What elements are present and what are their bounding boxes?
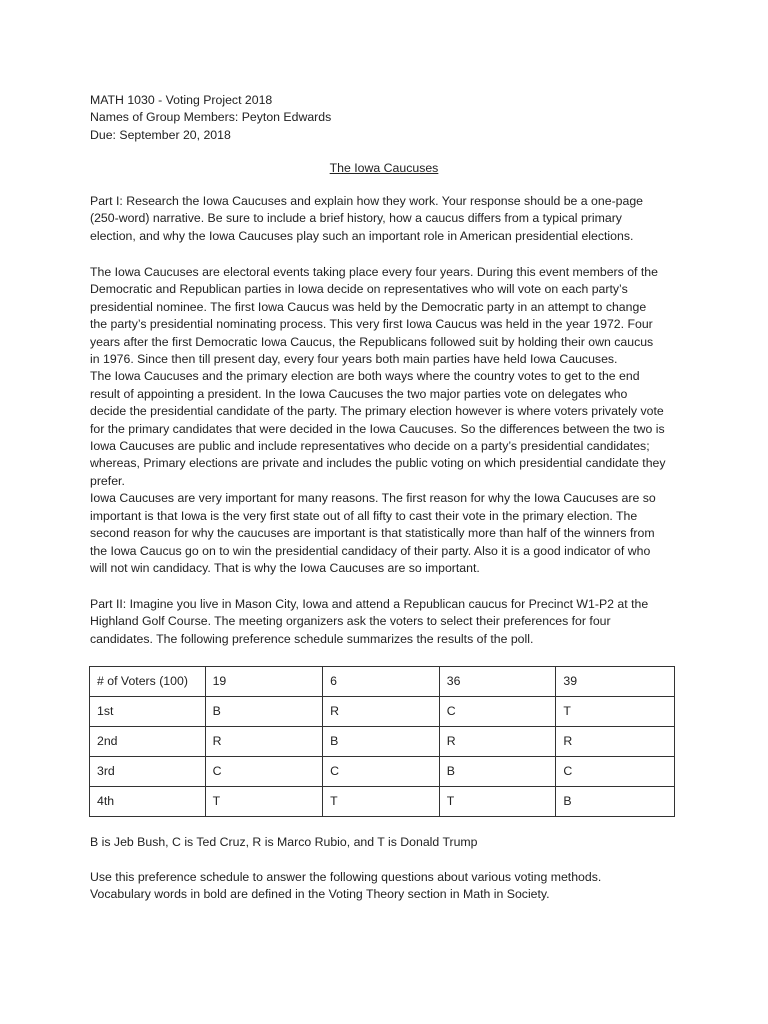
candidate-cell: R (205, 727, 323, 757)
text-line: Part II: Imagine you live in Mason City, Iowa and attend a Republican caucus for Precinct W1-P2 at the (90, 597, 649, 611)
voters-header-cell: # of Voters (100) (90, 667, 206, 697)
rank-cell: 2nd (90, 727, 206, 757)
preference-schedule-table (89, 666, 675, 817)
text-line: result of appointing a president. In the Iowa Caucuses the two major parties vote on delegates who (90, 386, 628, 401)
candidate-cell: B (323, 727, 440, 757)
text-line: Highland Golf Course. The meeting organizers ask the voters to select their preferences for four (90, 614, 611, 629)
voter-count-cell: 19 (205, 667, 323, 697)
table-row (90, 697, 675, 727)
due-date-line: Due: September 20, 2018 (90, 127, 231, 142)
candidate-cell: C (323, 757, 440, 787)
text-line: The Iowa Caucuses are electoral events taking place every four years. During this event members of the (90, 265, 658, 279)
text-line: Vocabulary words in bold are defined in the Voting Theory section in Math in Society. (90, 887, 550, 902)
text-line: decide the presidential candidate of the party. The primary election however is where voters privately vote (90, 404, 664, 419)
text-line: (250-word) narrative. Be sure to include a brief history, how a caucus differs from a typical primary (90, 211, 622, 226)
text-line: Iowa Caucuses are very important for many reasons. The first reason for why the Iowa Caucuses are so (90, 491, 656, 506)
candidate-cell: B (439, 757, 556, 787)
text-line: Iowa Caucuses are public and include representatives who decide on a party’s presidential candidates; (90, 439, 650, 454)
text-line: will not win candidacy. That is why the Iowa Caucuses are so important. (90, 560, 480, 575)
text-line: The Iowa Caucuses and the primary election are both ways where the country votes to get to the end (90, 369, 640, 384)
text-line: second reason for why the caucuses are important is that statistically more than half of the winners from (90, 526, 655, 541)
candidate-cell: T (205, 787, 323, 817)
part1-answer (90, 264, 674, 577)
candidate-cell: R (556, 727, 675, 757)
candidate-cell: T (323, 787, 440, 817)
table-row (90, 787, 675, 817)
text-line: important is that Iowa is the very first state out of all fifty to cast their vote in the primary election. The (90, 508, 638, 523)
voter-count-cell: 36 (439, 667, 556, 697)
text-line: years after the first Democratic Iowa Caucus, the Republicans followed suit by holding their own caucus (90, 334, 654, 349)
text-line: presidential nominee. The first Iowa Caucus was held by the Democratic party in an attempt to change (90, 299, 647, 314)
text-line: Use this preference schedule to answer the following questions about various voting methods. (90, 870, 602, 884)
voter-count-cell: 39 (556, 667, 675, 697)
table-row (90, 727, 675, 757)
voter-count-cell: 6 (323, 667, 440, 697)
candidate-cell: T (556, 697, 675, 727)
document-title: The Iowa Caucuses (329, 161, 439, 175)
course-line: MATH 1030 - Voting Project 2018 (90, 93, 273, 107)
table-row (90, 757, 675, 787)
text-line: in 1976. Since then till present day, every four years both main parties have held Iowa Caucuses. (90, 352, 618, 367)
text-line: the party’s presidential nominating process. This very first Iowa Caucus was held in the year 1972. Four (90, 317, 653, 332)
text-line: candidates. The following preference schedule summarizes the results of the poll. (90, 631, 534, 646)
candidate-legend-text: B is Jeb Bush, C is Ted Cruz, R is Marco Rubio, and T is Donald Trump (90, 835, 478, 849)
part1-prompt (90, 193, 674, 245)
candidate-cell: C (205, 757, 323, 787)
candidate-cell: B (205, 697, 323, 727)
candidate-cell: T (439, 787, 556, 817)
closing-instructions (90, 869, 674, 904)
text-line: whereas, Primary elections are private and includes the public voting on which presidential candidate they (90, 456, 666, 471)
candidate-cell: R (439, 727, 556, 757)
rank-cell: 4th (90, 787, 206, 817)
document-header (90, 92, 690, 144)
part2-prompt (90, 596, 674, 648)
text-line: prefer. (90, 473, 125, 488)
table-header-row (90, 667, 675, 697)
candidate-legend (90, 834, 674, 851)
text-line: for the primary candidates that were decided in the Iowa Caucuses. So the differences between the two is (90, 421, 665, 436)
rank-cell: 1st (90, 697, 206, 727)
rank-cell: 3rd (90, 757, 206, 787)
candidate-cell: B (556, 787, 675, 817)
text-line: Part I: Research the Iowa Caucuses and explain how they work. Your response should be a one-page (90, 194, 644, 208)
candidate-cell: C (556, 757, 675, 787)
text-line: election, and why the Iowa Caucuses play such an important role in American presidential elections. (90, 228, 634, 243)
candidate-cell: C (439, 697, 556, 727)
text-line: Democratic and Republican parties in Iowa decide on representatives who will vote on each party’s (90, 282, 628, 297)
candidate-cell: R (323, 697, 440, 727)
text-line: the Iowa Caucus go on to win the presidential candidacy of their party. Also it is a good indicator of who (90, 543, 651, 558)
group-members-line: Names of Group Members: Peyton Edwards (90, 110, 332, 125)
